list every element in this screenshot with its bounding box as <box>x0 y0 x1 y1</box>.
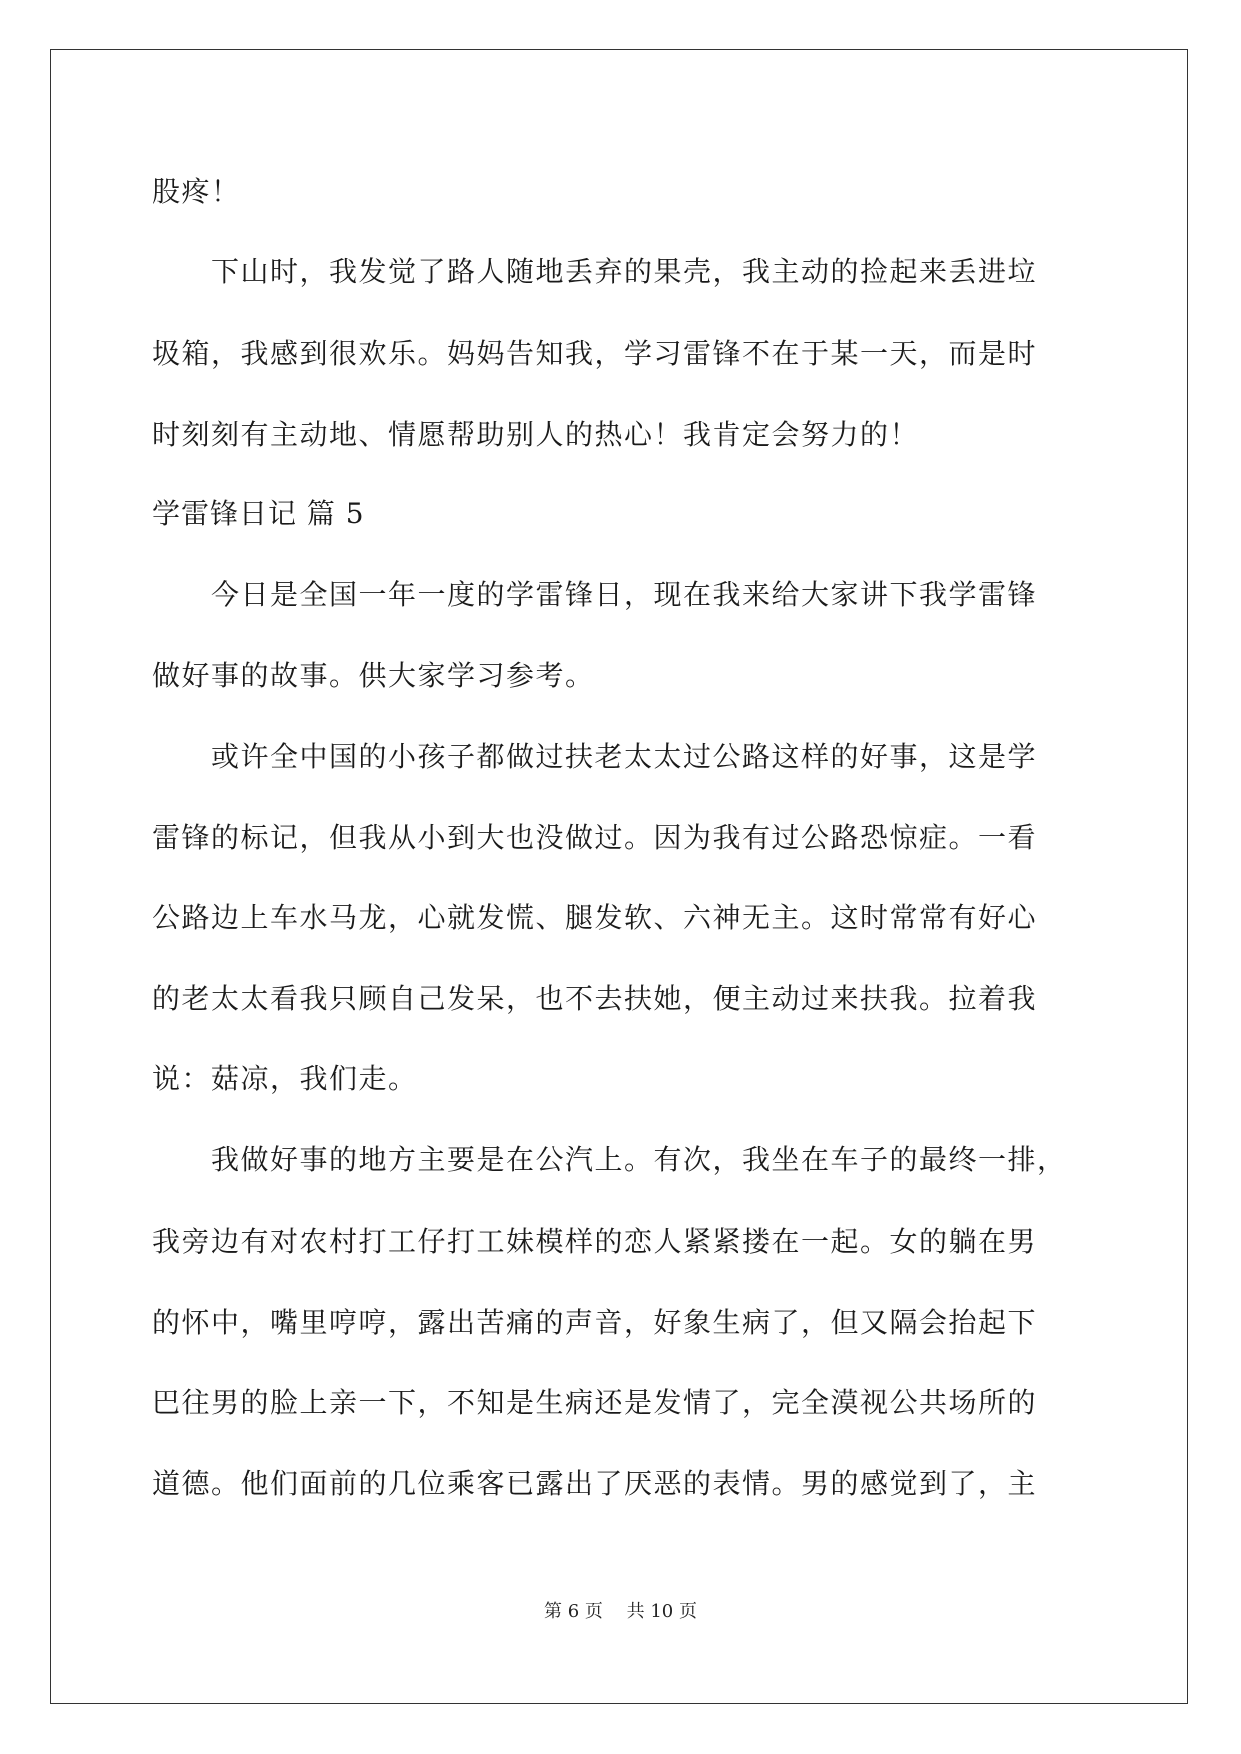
text-line: 下山时，我发觉了路人随地丢弃的果壳，我主动的捡起来丢进垃 <box>152 255 1038 288</box>
text-line: 公路边上车水马龙，心就发慌、腿发软、六神无主。这时常常有好心 <box>152 901 1038 934</box>
text-line: 说：菇凉，我们走。 <box>152 1062 418 1095</box>
text-line: 时刻刻有主动地、情愿帮助别人的热心！我肯定会努力的！ <box>152 418 920 451</box>
text-line: 道德。他们面前的几位乘客已露出了厌恶的表情。男的感觉到了，主 <box>152 1467 1038 1500</box>
text-line: 股疼！ <box>152 175 241 208</box>
text-line: 雷锋的标记，但我从小到大也没做过。因为我有过公路恐惊症。一看 <box>152 821 1038 854</box>
text-line: 我旁边有对农村打工仔打工妹模样的恋人紧紧搂在一起。女的躺在男 <box>152 1225 1038 1258</box>
text-line: 或许全中国的小孩子都做过扶老太太过公路这样的好事，这是学 <box>152 740 1038 773</box>
text-line: 的老太太看我只顾自己发呆，也不去扶她，便主动过来扶我。拉着我 <box>152 982 1038 1015</box>
text-line: 圾箱，我感到很欢乐。妈妈告知我，学习雷锋不在于某一天，而是时 <box>152 337 1038 370</box>
text-line: 今日是全国一年一度的学雷锋日，现在我来给大家讲下我学雷锋 <box>152 578 1038 611</box>
text-line: 做好事的故事。供大家学习参考。 <box>152 659 595 692</box>
page-border <box>50 49 1188 1704</box>
section-heading: 学雷锋日记 篇 5 <box>152 497 365 530</box>
page-number-footer: 第 6 页 共 10 页 <box>544 1601 697 1622</box>
text-line: 的怀中，嘴里哼哼，露出苦痛的声音，好象生病了，但又隔会抬起下 <box>152 1306 1038 1339</box>
text-line: 巴往男的脸上亲一下，不知是生病还是发情了，完全漠视公共场所的 <box>152 1386 1038 1419</box>
text-line: 我做好事的地方主要是在公汽上。有次，我坐在车子的最终一排， <box>152 1143 1067 1176</box>
